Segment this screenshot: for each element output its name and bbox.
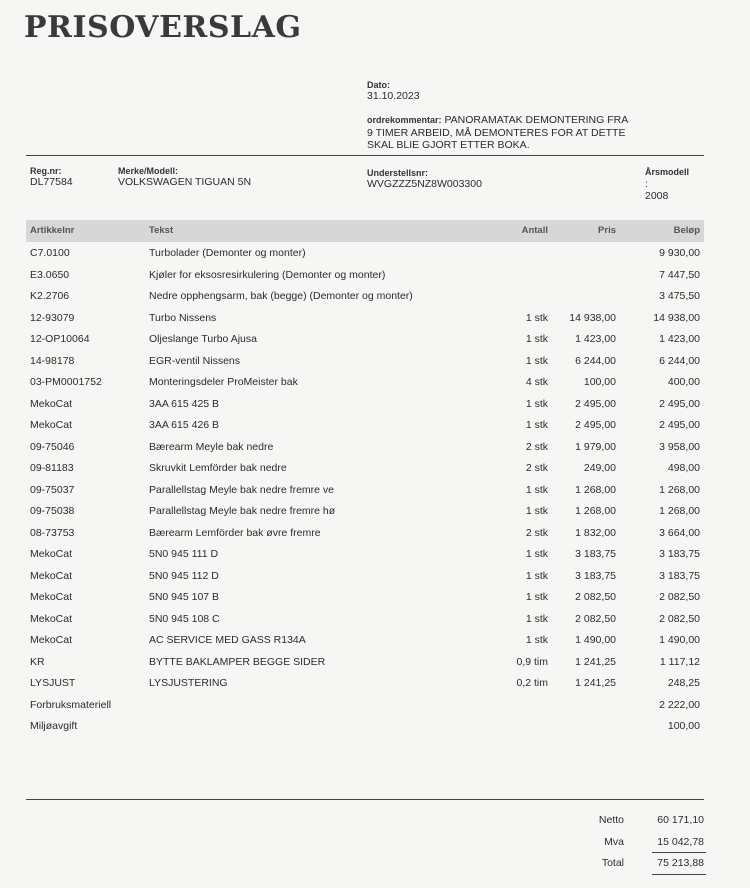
cell-antall: 0,2 tim [516,677,548,689]
cell-tekst: 3AA 615 426 B [149,419,220,431]
table-row [26,438,704,459]
cell-belop: 7 447,50 [659,268,700,281]
footer-divider [26,799,704,800]
header-antall: Antall [521,225,548,236]
reg-value: DL77584 [30,176,73,188]
date-label: Dato: [367,80,390,90]
mva-label: Mva [604,836,624,848]
table-row [26,610,704,631]
cell-pris: 1 490,00 [575,634,616,646]
cell-pris: 14 938,00 [569,311,616,324]
cell-antall: 4 stk [525,376,548,388]
cell-pris: 1 423,00 [575,333,616,345]
table-row [26,244,704,265]
cell-belop: 9 930,00 [659,247,700,259]
cell-antall: 1 stk [525,419,548,431]
table-row [26,545,704,566]
cell-tekst: EGR-ventil Nissens [149,354,241,367]
cell-belop: 248,25 [667,677,700,689]
year-value: 2008 [645,190,669,202]
table-row [26,287,704,308]
cell-belop: 14 938,00 [653,311,700,324]
cell-artikkelnr: 09-75037 [30,483,75,496]
table-row [26,330,704,351]
cell-antall: 1 stk [525,397,548,410]
header-belop: Beløp [673,225,700,236]
cell-tekst: Bærearm Lemförder bak øvre fremre [149,526,321,539]
reg-label: Reg.nr: [30,166,62,176]
cell-artikkelnr: 08-73753 [30,526,75,539]
cell-pris: 3 183,75 [575,569,616,582]
cell-belop: 2 082,50 [659,612,700,625]
cell-artikkelnr: LYSJUST [30,677,76,689]
year-label: Årsmodell [645,167,690,177]
cell-belop: 2 082,50 [659,591,700,603]
cell-artikkelnr: 14-98178 [30,354,75,367]
header-artikkelnr: Artikkelnr [30,225,75,236]
cell-antall: 1 stk [525,612,548,625]
table-row [26,588,704,609]
cell-tekst: Bærearm Meyle bak nedre [149,440,274,453]
table-row [26,696,704,717]
vin-block [367,168,482,190]
netto-value: 60 171,10 [657,814,704,826]
table-header [26,220,704,242]
year-block [645,166,689,202]
cell-antall: 1 stk [525,311,548,324]
table-row [26,567,704,588]
cell-tekst: Parallellstag Meyle bak nedre fremre hø [149,505,336,517]
cell-pris: 2 495,00 [575,419,616,431]
cell-antall: 1 stk [525,354,548,367]
cell-artikkelnr: K2.2706 [30,290,70,302]
header-pris: Pris [598,225,616,236]
netto-label: Netto [598,814,624,826]
table-row [26,631,704,652]
cell-belop: 1 423,00 [659,333,700,345]
cell-belop: 2 222,00 [659,698,700,711]
date-block [367,80,420,102]
cell-artikkelnr: 09-75038 [30,505,75,517]
cell-antall: 1 stk [525,483,548,496]
cell-belop: 6 244,00 [659,354,700,367]
cell-antall: 2 stk [525,440,548,453]
table-row [26,352,704,373]
cell-pris: 1 241,25 [575,677,616,689]
cell-tekst: Skruvkit Lemförder bak nedre [149,462,287,474]
cell-pris: 1 268,00 [575,505,616,517]
cell-artikkelnr: MekoCat [30,569,73,582]
cell-tekst: Oljeslange Turbo Ajusa [149,333,257,345]
cell-belop: 3 183,75 [659,569,700,582]
cell-tekst: AC SERVICE MED GASS R134A [149,634,306,646]
cell-belop: 100,00 [667,720,700,732]
cell-pris: 2 495,00 [575,397,616,410]
cell-pris: 6 244,00 [575,354,616,367]
cell-belop: 2 495,00 [659,419,700,431]
cell-artikkelnr: MekoCat [30,548,73,560]
cell-tekst: Kjøler for eksosresirkulering (Demonter og monter) [149,268,386,281]
mva-value: 15 042,78 [657,836,704,848]
year-colon: : [645,178,648,190]
table-row [26,717,704,738]
cell-pris: 2 082,50 [575,591,616,603]
cell-antall: 2 stk [525,462,548,474]
cell-pris: 1 832,00 [575,526,616,539]
cell-tekst: LYSJUSTERING [149,677,228,689]
order-comment [367,114,628,152]
cell-antall: 1 stk [525,591,548,603]
total-label: Total [601,857,624,869]
comment-line-1: PANORAMATAK DEMONTERING FRA [444,114,629,126]
cell-pris: 1 241,25 [575,655,616,668]
cell-pris: 100,00 [583,376,616,388]
table-row [26,481,704,502]
cell-belop: 498,00 [667,462,700,474]
cell-artikkelnr: 12-OP10064 [30,333,90,345]
cell-belop: 3 183,75 [659,548,700,560]
cell-antall: 1 stk [525,634,548,646]
cell-antall: 2 stk [525,526,548,539]
cell-antall: 1 stk [525,505,548,517]
table-row [26,266,704,287]
table-row [26,674,704,695]
cell-tekst: Turbo Nissens [149,311,217,324]
cell-pris: 249,00 [583,462,616,474]
cell-artikkelnr: E3.0650 [30,268,70,281]
cell-artikkelnr: 09-75046 [30,440,75,453]
cell-tekst: 5N0 945 111 D [149,548,219,560]
cell-tekst: 5N0 945 112 D [149,569,219,582]
reg-block [30,166,73,188]
vin-label: Understellsnr: [367,168,429,178]
cell-artikkelnr: KR [30,655,45,668]
cell-antall: 0,9 tim [516,655,548,668]
model-label: Merke/Modell: [118,166,179,176]
cell-tekst: Turbolader (Demonter og monter) [149,247,306,259]
cell-belop: 1 117,12 [659,655,700,668]
table-row [26,653,704,674]
cell-artikkelnr: 09-81183 [30,462,74,474]
cell-artikkelnr: MekoCat [30,634,73,646]
table-row [26,373,704,394]
total-value: 75 213,88 [657,857,704,869]
header-tekst: Tekst [149,225,174,236]
header-divider [26,155,704,156]
vin-value: WVGZZZ5NZ8W003300 [367,178,482,190]
cell-artikkelnr: MekoCat [30,419,73,431]
model-block [118,166,251,188]
cell-artikkelnr: C7.0100 [30,247,70,259]
cell-artikkelnr: Forbruksmateriell [30,698,112,711]
total-underline [652,874,706,875]
cell-antall: 1 stk [525,569,548,582]
cell-tekst: BYTTE BAKLAMPER BEGGE SIDER [149,655,326,668]
comment-line-2: 9 TIMER ARBEID, MÅ DEMONTERES FOR AT DETTE [367,126,626,139]
cell-artikkelnr: 03-PM0001752 [30,376,102,388]
cell-pris: 2 082,50 [575,612,616,625]
cell-pris: 3 183,75 [575,548,616,560]
cell-artikkelnr: MekoCat [30,591,73,603]
table-row [26,395,704,416]
cell-belop: 1 490,00 [659,634,700,646]
table-row [26,416,704,437]
comment-line-3: SKAL BLIE GJORT ETTER BOKA. [367,139,530,151]
cell-artikkelnr: MekoCat [30,397,73,410]
table-row [26,524,704,545]
cell-artikkelnr: MekoCat [30,612,73,625]
cell-belop: 1 268,00 [659,505,700,517]
comment-label: ordrekommentar: [367,115,442,125]
cell-tekst: 3AA 615 425 B [149,397,220,410]
cell-artikkelnr: Miljøavgift [30,720,78,732]
table-row [26,459,704,480]
cell-tekst: 5N0 945 107 B [149,591,220,603]
table-row [26,502,704,523]
cell-belop: 400,00 [667,376,700,388]
cell-artikkelnr: 12-93079 [30,311,75,324]
table-row [26,309,704,330]
cell-belop: 3 475,50 [659,290,700,302]
total-divider [652,852,706,853]
cell-belop: 2 495,00 [659,397,700,410]
cell-tekst: Parallellstag Meyle bak nedre fremre ve [149,483,335,496]
document-title: PRISOVERSLAG [24,10,302,45]
cell-belop: 3 958,00 [659,440,700,453]
cell-tekst: Monteringsdeler ProMeister bak [149,376,298,388]
cell-antall: 1 stk [525,333,548,345]
cell-belop: 3 664,00 [659,526,700,539]
cell-tekst: 5N0 945 108 C [149,612,220,625]
cell-antall: 1 stk [525,548,548,560]
cell-belop: 1 268,00 [659,483,700,496]
date-value: 31.10.2023 [367,90,420,102]
model-value: VOLKSWAGEN TIGUAN 5N [118,176,252,188]
cell-tekst: Nedre opphengsarm, bak (begge) (Demonter og monter) [149,290,413,302]
cell-pris: 1 268,00 [575,483,616,496]
cell-pris: 1 979,00 [575,440,616,453]
